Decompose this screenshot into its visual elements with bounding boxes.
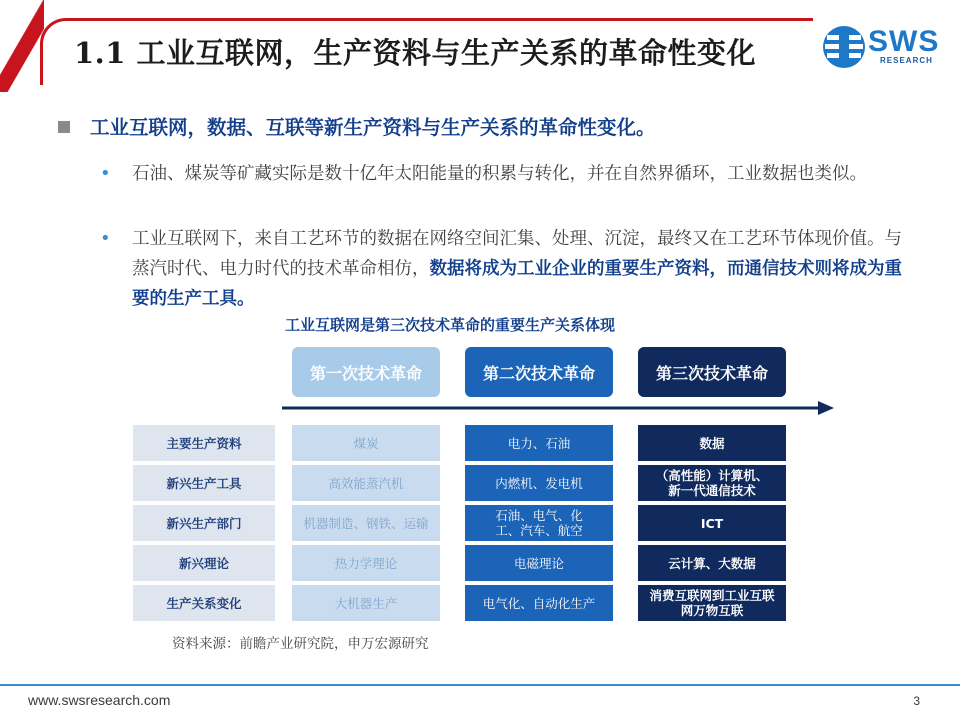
sws-logo	[822, 24, 940, 74]
cell-third-theory: 云计算、大数据	[638, 545, 786, 581]
source-note: 资料来源：前瞻产业研究院，申万宏源研究	[172, 636, 429, 652]
first-revolution-header: 第一次技术革命	[292, 347, 440, 397]
cell-third-sectors: ICT	[638, 505, 786, 541]
title-accent-stripe	[0, 0, 44, 92]
cell-second-tools: 内燃机、发电机	[465, 465, 613, 501]
row-label-sectors: 新兴生产部门	[133, 505, 275, 541]
bullet-text-2	[132, 224, 904, 314]
second-revolution-header: 第二次技术革命	[465, 347, 613, 397]
timeline-arrow	[282, 399, 834, 417]
cell-first-sectors: 机器制造、钢铁、运输	[292, 505, 440, 541]
cell-first-theory: 热力学理论	[292, 545, 440, 581]
footer-url: www.swsresearch.com	[28, 692, 171, 708]
section-heading	[58, 112, 918, 140]
cell-third-relations: 消费互联网到工业互联网万物互联	[638, 585, 786, 621]
bullet-item-1	[100, 159, 904, 189]
footer-divider	[0, 684, 960, 686]
cell-third-resources: 数据	[638, 425, 786, 461]
bullet-text-2-bold: 数据将成为工业企业的重要生产资料，而通信技术则将成为重要的生产工具。	[132, 259, 902, 309]
cell-first-resources: 煤炭	[292, 425, 440, 461]
row-label-relations: 生产关系变化	[133, 585, 275, 621]
cell-second-resources: 电力、石油	[465, 425, 613, 461]
square-bullet-icon	[58, 121, 70, 133]
row-label-resources: 主要生产资料	[133, 425, 275, 461]
bullet-text-2-plain: 工业互联网下，来自工艺环节的数据在网络空间汇集、处理、沉淀，最终又在工艺环节体现价值。与蒸汽时代、电力时代的技术革命相仿，	[132, 229, 902, 279]
bullet-dot-icon: •	[100, 163, 111, 184]
page-number: 3	[913, 694, 920, 708]
bullet-text-1: 石油、煤炭等矿藏实际是数十亿年太阳能量的积累与转化，并在自然界循环，工业数据也类似。	[132, 164, 867, 184]
cell-second-sectors: 石油、电气、化工、汽车、航空	[465, 505, 613, 541]
page-title: 1.1 工业互联网，生产资料与生产关系的革命性变化	[74, 36, 757, 70]
row-label-theory: 新兴理论	[133, 545, 275, 581]
sws-logo-icon	[822, 24, 866, 70]
logo-text: SWS	[868, 25, 940, 58]
third-revolution-header: 第三次技术革命	[638, 347, 786, 397]
row-label-tools: 新兴生产工具	[133, 465, 275, 501]
section-heading-text: 工业互联网，数据、互联等新生产资料与生产关系的革命性变化。	[90, 116, 656, 139]
cell-first-tools: 高效能蒸汽机	[292, 465, 440, 501]
cell-first-relations: 大机器生产	[292, 585, 440, 621]
cell-second-relations: 电气化、自动化生产	[465, 585, 613, 621]
bullet-dot-icon: •	[100, 228, 111, 249]
figure-caption: 工业互联网是第三次技术革命的重要生产关系体现	[284, 316, 615, 334]
cell-second-theory: 电磁理论	[465, 545, 613, 581]
logo-subtext: RESEARCH	[880, 56, 933, 65]
bullet-item-2	[100, 224, 904, 314]
cell-third-tools: （高性能）计算机、新一代通信技术	[638, 465, 786, 501]
